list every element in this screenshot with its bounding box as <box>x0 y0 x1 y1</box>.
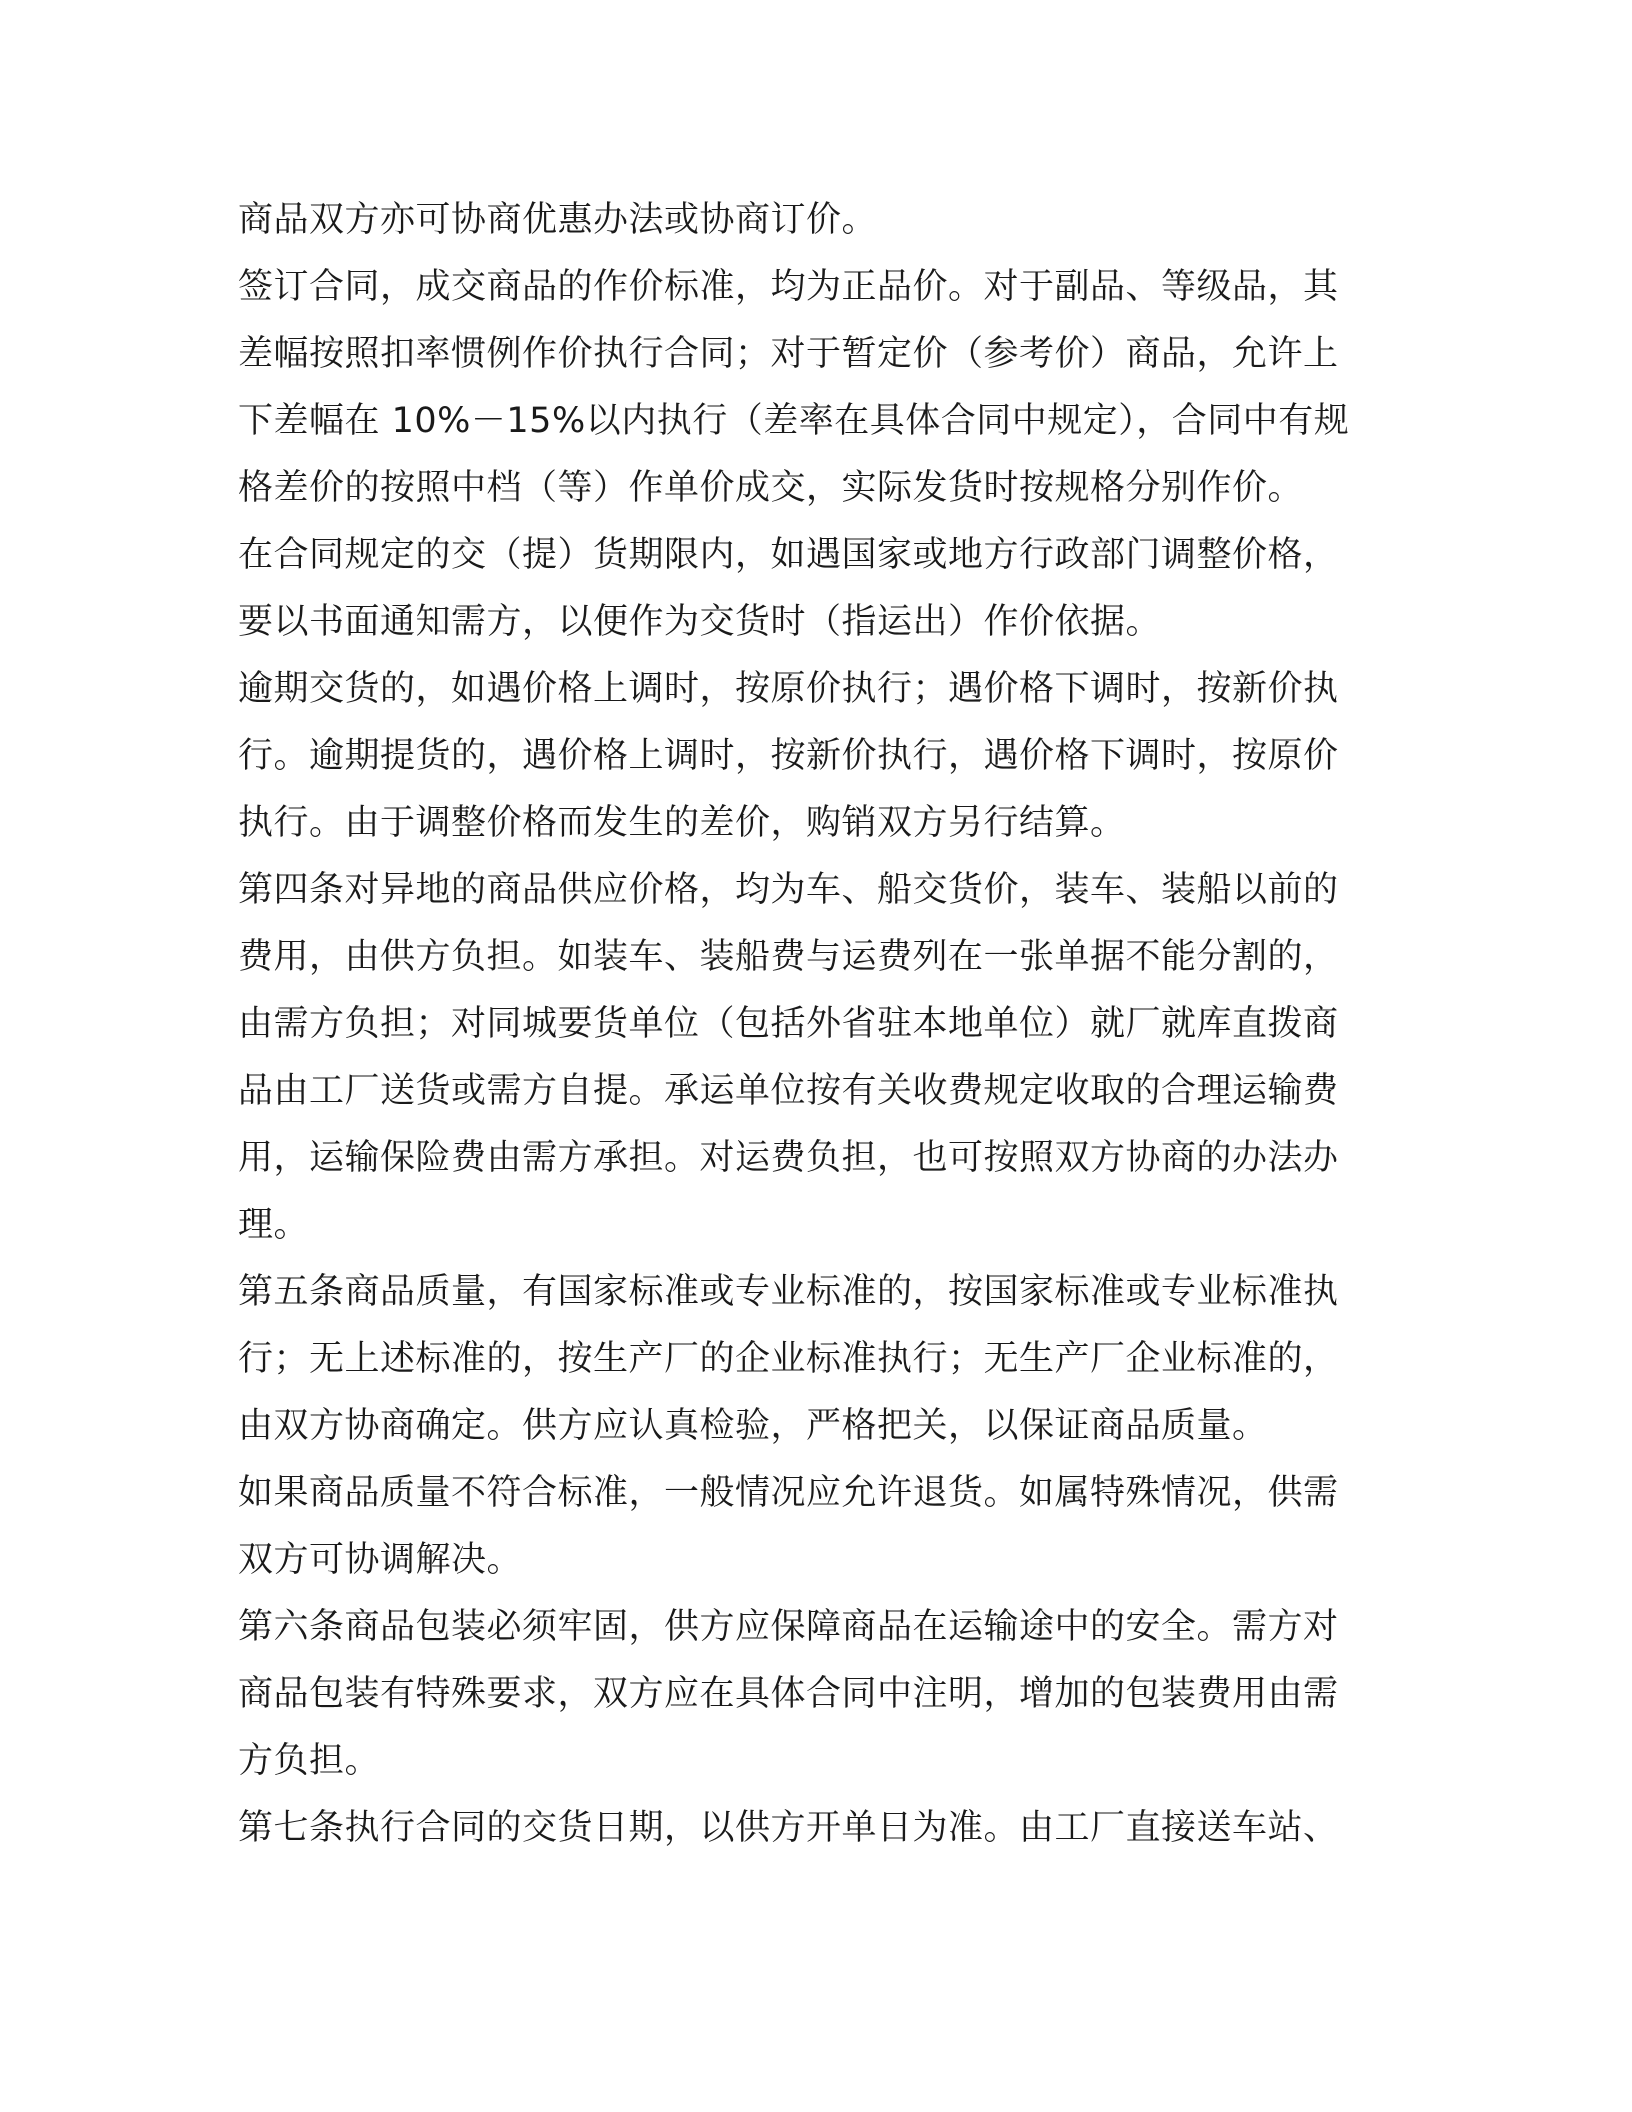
text-line: 行。逾期提货的，遇价格上调时，按新价执行，遇价格下调时，按原价 <box>238 736 1339 776</box>
text-line: 由双方协商确定。供方应认真检验，严格把关，以保证商品质量。 <box>238 1406 1268 1446</box>
text-line: 双方可协调解决。 <box>238 1540 523 1580</box>
text-line: 如果商品质量不符合标准，一般情况应允许退货。如属特殊情况，供需 <box>238 1473 1339 1513</box>
text-line: 下差幅在 10%－15%以内执行（差率在具体合同中规定），合同中有规 <box>238 401 1350 441</box>
text-line: 行；无上述标准的，按生产厂的企业标准执行；无生产厂企业标准的， <box>238 1339 1339 1379</box>
text-line: 差幅按照扣率惯例作价执行合同；对于暂定价（参考价）商品，允许上 <box>238 334 1339 374</box>
text-line: 逾期交货的，如遇价格上调时，按原价执行；遇价格下调时，按新价执 <box>238 669 1339 709</box>
text-line: 执行。由于调整价格而发生的差价，购销双方另行结算。 <box>238 803 1126 843</box>
text-line: 费用，由供方负担。如装车、装船费与运费列在一张单据不能分割的， <box>238 937 1339 977</box>
text-line: 要以书面通知需方，以便作为交货时（指运出）作价依据。 <box>238 602 1162 642</box>
text-line: 第四条对异地的商品供应价格，均为车、船交货价，装车、装船以前的 <box>238 870 1339 910</box>
text-line: 商品双方亦可协商优惠办法或协商订价。 <box>238 200 878 240</box>
text-line: 商品包装有特殊要求，双方应在具体合同中注明，增加的包装费用由需 <box>238 1674 1339 1714</box>
text-line: 第七条执行合同的交货日期，以供方开单日为准。由工厂直接送车站、 <box>238 1808 1339 1848</box>
text-line: 方负担。 <box>238 1741 381 1781</box>
text-line: 签订合同，成交商品的作价标准，均为正品价。对于副品、等级品，其 <box>238 267 1339 307</box>
text-line: 在合同规定的交（提）货期限内，如遇国家或地方行政部门调整价格， <box>238 535 1339 575</box>
text-line: 格差价的按照中档（等）作单价成交，实际发货时按规格分别作价。 <box>238 468 1304 508</box>
text-line: 第六条商品包装必须牢固，供方应保障商品在运输途中的安全。需方对 <box>238 1607 1339 1647</box>
text-line: 理。 <box>238 1205 310 1245</box>
text-line: 第五条商品质量，有国家标准或专业标准的，按国家标准或专业标准执 <box>238 1272 1339 1312</box>
contract-body-text <box>238 187 1398 1862</box>
text-line: 由需方负担；对同城要货单位（包括外省驻本地单位）就厂就库直拨商 <box>238 1004 1339 1044</box>
text-line: 品由工厂送货或需方自提。承运单位按有关收费规定收取的合理运输费 <box>238 1071 1339 1111</box>
text-line: 用，运输保险费由需方承担。对运费负担，也可按照双方协商的办法办 <box>238 1138 1339 1178</box>
